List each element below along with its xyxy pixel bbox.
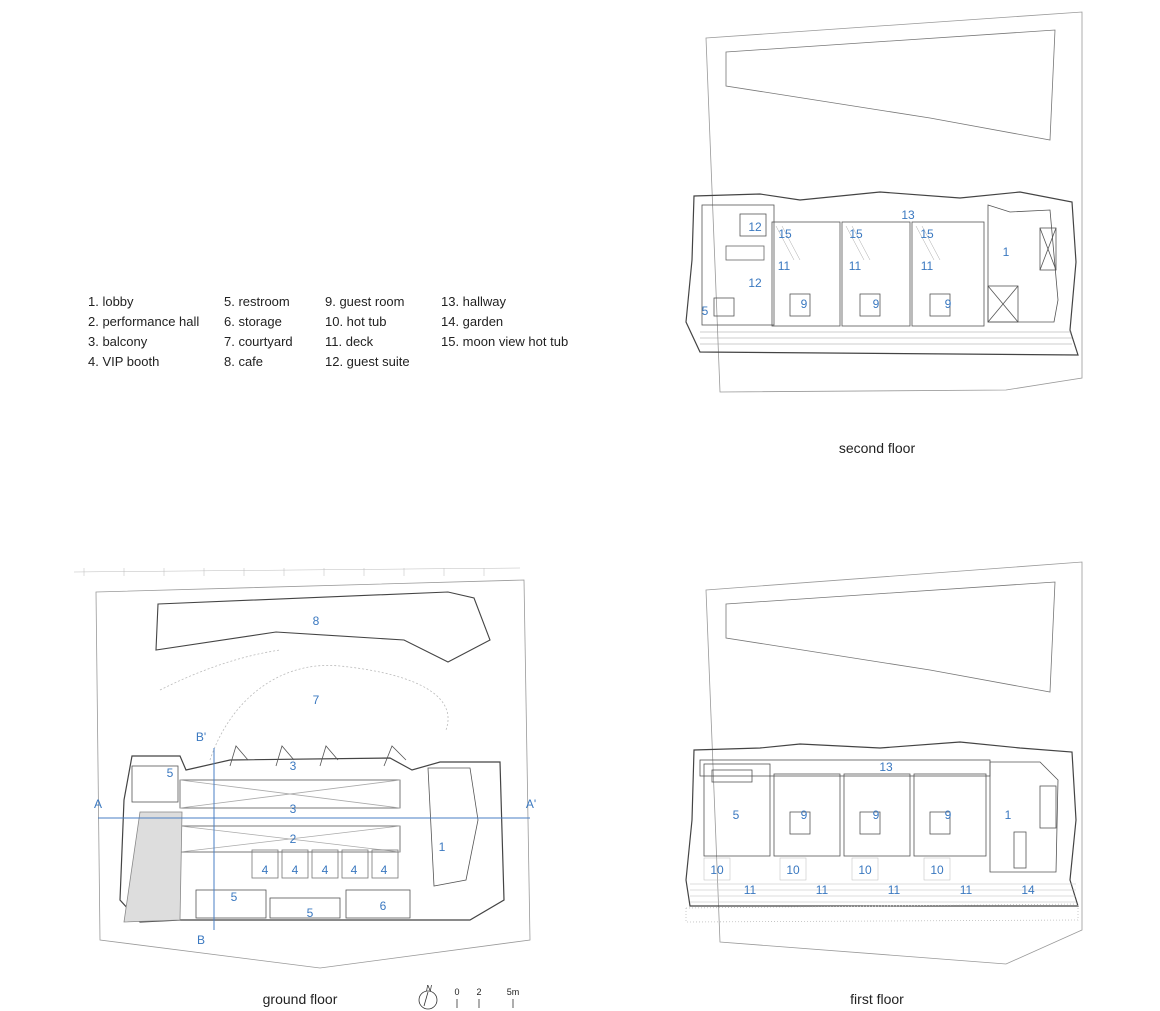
room-number-restroom: 5 [306,906,314,920]
room-number-garden: 14 [1021,883,1035,897]
bath-fixture [726,246,764,260]
lobby-wall [990,762,1058,872]
scale-label-2: 2 [476,987,482,997]
legend-item: 13. hallway [441,294,507,309]
stair [1040,786,1056,828]
room-number-deck: 11 [743,883,757,897]
room-number-courtyard: 7 [312,693,320,707]
scale-bar [457,999,513,1008]
room-number-deck: 11 [777,259,791,273]
roof-outline [726,30,1055,140]
room-number-moon-view-hot-tub: 15 [849,227,863,241]
room-number-storage: 6 [379,899,387,913]
first-floor-plan [686,562,1082,964]
room-number-guest-room: 9 [872,297,880,311]
desk [1014,832,1026,868]
ruler-ticks [74,568,520,576]
second-floor-plan [686,12,1082,392]
room-number-hot-tub: 10 [710,863,724,877]
north-label: N [426,984,432,993]
lobby-wall [428,768,478,886]
legend-item: 3. balcony [88,334,148,349]
room-number-performance-hall: 2 [289,832,297,846]
ground-floor-plan [74,568,536,968]
second-floor-caption: second floor [838,440,916,456]
room-number-restroom: 5 [230,890,238,904]
legend-item: 6. storage [224,314,282,329]
garden-gravel [686,904,1078,922]
room-number-deck: 11 [959,883,973,897]
room-number-guest-room: 9 [944,297,952,311]
room-number-restroom: 5 [166,766,174,780]
room-number-hot-tub: 10 [858,863,872,877]
room-number-balcony: 3 [289,759,297,773]
room-number-vip-booth: 4 [350,863,358,877]
legend-item: 7. courtyard [224,334,293,349]
section-mark-b: B [196,933,206,947]
room-number-vip-booth: 4 [291,863,299,877]
room-number-lobby: 1 [1002,245,1010,259]
first-floor-caption: first floor [850,991,904,1007]
room-number-hot-tub: 10 [786,863,800,877]
balcony-sawtooth [230,746,406,766]
room-number-guest-suite: 12 [748,276,762,290]
section-mark-a: A [93,797,103,811]
legend-item: 2. performance hall [88,314,200,329]
room-number-guest-room: 9 [944,808,952,822]
site-boundary [706,12,1082,392]
room-number-hallway: 13 [879,760,893,774]
legend-item: 11. deck [325,334,374,349]
lobby-wall [988,205,1058,322]
room-number-lobby: 1 [1004,808,1012,822]
room-number-vip-booth: 4 [321,863,329,877]
room-number-guest-room: 9 [800,297,808,311]
room-number-hallway: 13 [901,208,915,222]
legend-item: 12. guest suite [325,354,410,369]
room-number-guest-suite: 12 [748,220,762,234]
legend-item: 14. garden [441,314,504,329]
legend-item: 5. restroom [224,294,290,309]
room-number-restroom: 5 [732,808,740,822]
roof-outline [726,582,1055,692]
room-number-cafe: 8 [312,614,320,628]
room-number-lobby: 1 [438,840,446,854]
cafe-outline [156,592,490,662]
storage-room [346,890,410,918]
room-number-restroom: 5 [701,304,709,318]
room-number-moon-view-hot-tub: 15 [920,227,934,241]
room-number-moon-view-hot-tub: 15 [778,227,792,241]
legend-item: 4. VIP booth [88,354,160,369]
guest-suite-block [702,205,774,325]
scale-label-5m: 5m [506,987,520,997]
courtyard-path [210,665,448,760]
legend-item: 10. hot tub [325,314,387,329]
legend-item: 1. lobby [88,294,134,309]
room-number-deck: 11 [815,883,829,897]
room-number-deck: 11 [887,883,901,897]
balcony-railing [700,332,1072,344]
legend-item: 9. guest room [325,294,405,309]
courtyard-path [160,650,280,690]
legend-item: 8. cafe [224,354,264,369]
north-arrow [419,991,437,1009]
room-number-hot-tub: 10 [930,863,944,877]
room-number-vip-booth: 4 [261,863,269,877]
ramp-hatching [124,812,182,922]
room-number-vip-booth: 4 [380,863,388,877]
restroom-block [270,898,340,918]
room-number-deck: 11 [920,259,934,273]
section-mark-a-prime: A' [525,797,537,811]
room-number-guest-room: 9 [800,808,808,822]
building-outline [686,192,1078,355]
ground-floor-caption: ground floor [262,991,338,1007]
room-number-balcony: 3 [289,802,297,816]
scale-label-0: 0 [454,987,460,997]
hallway-band [700,760,990,776]
room-number-deck: 11 [848,259,862,273]
section-mark-b-prime: B' [195,730,207,744]
room-number-guest-room: 9 [872,808,880,822]
legend-item: 15. moon view hot tub [441,334,569,349]
site-boundary [706,562,1082,964]
